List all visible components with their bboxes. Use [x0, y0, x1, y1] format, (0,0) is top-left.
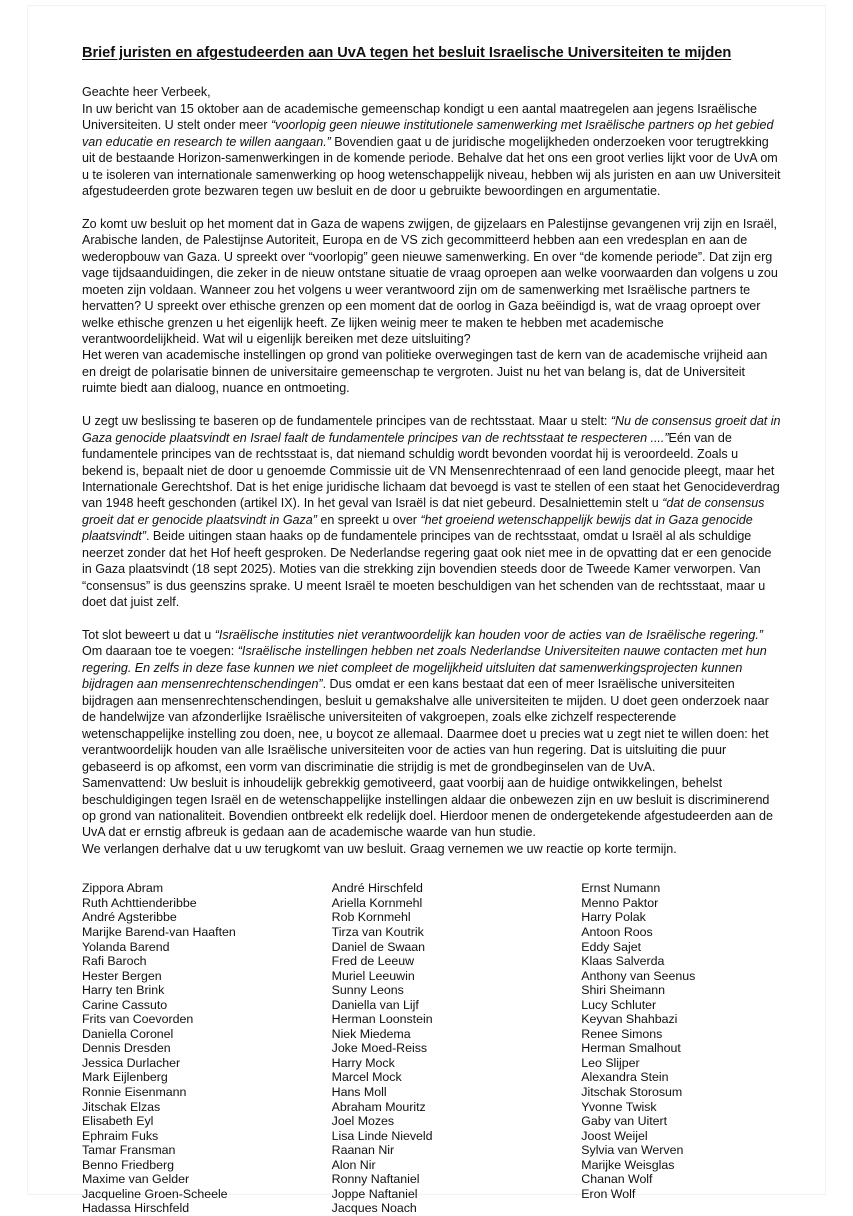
signatory-name: Renee Simons [581, 1026, 663, 1041]
signatory-name: Ruth Achttienderibbe [82, 895, 197, 910]
paragraph [82, 216, 781, 348]
signatory-name: Herman Loonstein [331, 1012, 433, 1027]
signatory-name: Niek Miedema [331, 1026, 411, 1041]
signatory-name: Harry Mock [331, 1055, 395, 1070]
text-run: Om daaraan toe te voegen: [82, 644, 238, 659]
signatory-column-3 [581, 881, 781, 1201]
signatory-name: Jacqueline Groen-Scheele [82, 1186, 228, 1201]
paragraph-spacer [82, 397, 781, 413]
page-title: Brief juristen en afgestudeerden aan UvA tegen het besluit Israelische Universiteiten te mijden [82, 45, 732, 61]
signatory-name: Jitschak Storosum [581, 1085, 683, 1099]
signatories-block [82, 881, 781, 1216]
signatory-name: Jessica Durlacher [82, 1055, 181, 1070]
text-run: We verlangen derhalve dat u uw terugkomt van uw besluit. Graag vernemen we uw reactie op korte termijn. [82, 841, 677, 856]
signatory-name: Ariella Kornmehl [331, 895, 423, 910]
text-run: . Beide uitingen staan haaks op de fundamentele principes van de rechtsstaat, omdat u Israël al als schuldige neerzet zonder dat het Hof heeft gesproken. De Nederlandse regering gaat ook niet mee in de opvatting dat er een genocide in Gaza plaatsvindt (18 sept 2025). Moties van die strekking zijn bovendien steeds door de Tweede Kamer verworpen. Van “consensus” is dus geenszins sprake. U meent Israël te moeten beschuldigen van het schenden van de rechtsstaat, maar u doet dat juist zelf. [82, 529, 772, 610]
signatory-name: Ronny Naftaniel [331, 1172, 420, 1187]
signatory-name: Sylvia van Werven [581, 1143, 684, 1158]
paragraph [82, 775, 781, 841]
signatory-column-2 [332, 881, 582, 1216]
signatory-name: Ernst Numann [581, 881, 661, 896]
signatory-name: Dennis Dresden [82, 1041, 171, 1056]
signatory-name: Joel Mozes [331, 1114, 395, 1129]
paragraph-list [82, 101, 781, 858]
signatory-name: Jacques Noach [331, 1201, 417, 1216]
signatory-name: Klaas Salverda [581, 954, 665, 969]
paragraph [82, 413, 781, 610]
text-run: Eén van de fundamentele principes van de rechtsstaat is, dat niemand schuldig wordt bevonden voordat hij is veroordeeld. Zoals u bekend is, bepaalt niet de door u genoemde Commissie uit de VN Mensenrechtenraad of een land genocide pleegt, maar het Internationale Gerechtshof. Dat is het enige juridische lichaam dat bevoegd is vast te stellen of een staat het Genocideverdrag van 1948 heeft geschonden (artikel IX). In het geval van Israël is dat niet gebeurd. Desalniettemin stelt u [82, 430, 780, 511]
quoted-text: “het groeiend wetenschappelijk bewijs dat in Gaza genocide plaatsvindt” [82, 512, 753, 544]
signatory-name: Menno Paktor [581, 895, 659, 910]
signatory-name: Fred de Leeuw [331, 954, 415, 969]
signatory-name: Keyvan Shahbazi [581, 1012, 678, 1027]
paragraph [82, 101, 781, 200]
letter-body [82, 84, 781, 857]
signatory-name: Alexandra Stein [581, 1070, 669, 1085]
paragraph [82, 841, 781, 857]
signatory-name: Abraham Mouritz [331, 1099, 426, 1114]
text-run: en spreekt u over [316, 512, 421, 527]
signatory-name: Muriel Leeuwin [331, 968, 415, 983]
signatory-name: Joke Moed-Reiss [331, 1041, 428, 1056]
signatory-name: Raanan Nir [331, 1143, 395, 1158]
signatory-name: Leo Slijper [581, 1055, 640, 1070]
signatory-name: Shiri Sheimann [581, 983, 666, 998]
signatory-name: Joppe Naftaniel [331, 1186, 418, 1201]
signatory-name: Anthony van Seenus [581, 968, 696, 983]
signatory-name: Marcel Mock [331, 1070, 402, 1085]
signatory-name: Hester Bergen [82, 968, 162, 983]
signatory-name: Daniella van Lijf [331, 997, 419, 1012]
signatory-name: Alon Nir [331, 1157, 376, 1172]
signatory-name: Zippora Abram [82, 881, 164, 896]
signatory-name: Ronnie Eisenmann [82, 1085, 187, 1099]
signatory-name: Frits van Coevorden [82, 1012, 194, 1027]
signatory-name: Carine Cassuto [82, 997, 168, 1012]
signatory-name: Daniella Coronel [82, 1026, 174, 1041]
signatory-name: Yvonne Twisk [581, 1099, 657, 1114]
paragraph-spacer [82, 199, 781, 215]
salutation: Geachte heer Verbeek, [82, 85, 211, 100]
text-run: Samenvattend: Uw besluit is inhoudelijk gebrekkig gemotiveerd, gaat voorbij aan de huidige ontwikkelingen, behelst beschuldigingen tegen Israël en de wetenschappelijke instellingen aldaar die onbewezen zijn en uw besluit is discriminerend op grond van nationaliteit. Bovendien ontbreekt elk redelijk doel. Hierdoor menen de ondergetekende afgestudeerden aan de UvA dat er ernstig afbreuk is gedaan aan de academische waarde van hun studie. [82, 776, 773, 840]
signatory-name: Mark Eijlenberg [82, 1070, 168, 1085]
quoted-text: “Nu de consensus groeit dat in Gaza genocide plaatsvindt en Israel faalt de fundamentele principes van de rechtsstaat te respecteren ....” [82, 414, 781, 445]
signatory-column-1 [82, 881, 332, 1216]
text-run: U zegt uw beslissing te baseren op de fundamentele principes van de rechtsstaat. Maar u stelt: [82, 414, 611, 429]
signatory-name: Lisa Linde Nieveld [331, 1128, 433, 1143]
text-run: . Dus omdat er een kans bestaat dat een of meer Israëlische universiteiten bijdragen aan mensenrechtenschendingen, besluit u gemakshalve alle universiteiten te mijden. U doet geen onderzoek naar de handelwijze van afzonderlijke Israëlische universiteiten of vakgroepen, zoals elke zichzelf respecterende wetenschappelijke instelling zou doen, nee, u boycot ze allemaal. Daarmee doet u precies wat u zegt niet te willen doen: het verantwoordelijk houden van alle Israëlische universiteiten voor de acties van hun regering. Dat is uitsluiting die puur gebaseerd is op afkomst, een vorm van discriminatie die strijdig is met de grondbeginselen van de UvA. [82, 677, 769, 774]
signatory-name: Benno Friedberg [82, 1157, 175, 1172]
signatory-name: Ephraim Fuks [82, 1128, 159, 1143]
signatory-name: Antoon Roos [581, 924, 653, 939]
quoted-text: “dat de consensus groeit dat er genocide plaatsvindt in Gaza” [82, 496, 765, 527]
signatory-name: Harry Polak [581, 910, 646, 925]
signatory-name: Eddy Sajet [581, 939, 642, 954]
signatory-name: Yolanda Barend [82, 939, 170, 954]
signatory-name: Joost Weijel [581, 1128, 648, 1143]
signatory-name: Rafi Baroch [82, 954, 147, 969]
text-run: Het weren van academische instellingen op grond van politieke overwegingen tast de kern van de academische vrijheid aan en dreigt de polarisatie binnen de universitaire gemeenschap te vergroten. Juist nu het van belang is, dat de Universiteit ruimte biedt aan dialoog, nuance en ontmoeting. [82, 348, 768, 396]
paragraph [82, 627, 781, 775]
signatory-name: Marijke Weisglas [581, 1157, 675, 1172]
signatory-name: Rob Kornmehl [331, 910, 411, 925]
signatory-name: Jitschak Elzas [82, 1099, 161, 1114]
signatory-name: Daniel de Swaan [331, 939, 426, 954]
text-run: Tot slot beweert u dat u [82, 628, 215, 642]
quoted-text: “voorlopig geen nieuwe institutionele samenwerking met Israëlische partners op het gebied van educatie en research te willen aangaan.” [82, 118, 774, 149]
signatory-name: André Agsteribbe [82, 910, 177, 925]
signatory-name: Maxime van Gelder [82, 1172, 190, 1187]
signatory-name: Eron Wolf [581, 1186, 636, 1201]
signatory-name: Harry ten Brink [82, 983, 165, 998]
text-run: In uw bericht van 15 oktober aan de academische gemeenschap kondigt u een aantal maatregelen aan jegens Israëlische Universiteiten. U stelt onder meer [82, 101, 757, 133]
paragraph [82, 347, 781, 396]
quoted-text: “Israëlische instellingen hebben net zoals Nederlandse Universiteiten nauwe contacten met hun regering. En zelfs in deze fase kunnen we niet compleet de mogelijkheid uitsluiten dat samenwerkingsprojecten kunnen bijdragen aan mensenrechtenschendingen” [82, 644, 767, 692]
text-run: Bovendien gaat u de juridische mogelijkheden onderzoeken voor terugtrekking uit de bestaande Horizon-samenwerkingen in de komende periode. Behalve dat het ons een groot verlies lijkt voor de UvA om u te isoleren van internationale samenwerking op hoog wetenschappelijk niveau, hebben wij als juristen en aan uw Universiteit afgestudeerden grote bezwaren tegen uw besluit en de door u gebruikte bewoordingen en argumentatie. [82, 134, 781, 198]
document-sheet [28, 6, 825, 1216]
paragraph-spacer [82, 611, 781, 627]
quoted-text: “Israëlische instituties niet verantwoordelijk kan houden voor de acties van de Israëlische regering.” [214, 628, 763, 642]
signatory-name: Tirza van Koutrik [331, 924, 424, 939]
text-run: Zo komt uw besluit op het moment dat in Gaza de wapens zwijgen, de gijzelaars en Palestijnse gevangenen vrij zijn en Israël, Arabische landen, de Palestijnse Autoriteit, Europa en de VS zich gecommitteerd hebben aan een vredesplan en aan de wederopbouw van Gaza. U spreekt over “voorlopig” geen nieuwe samenwerking. En over “de komende periode”. Dat zijn erg vage tijdsaanduidingen, die zeker in de nieuw ontstane situatie de vraag oproepen aan welke voorwaarden dan volgens u zou moeten zijn voldaan. Wanneer zou het volgens u weer verantwoord zijn om de samenwerking met Israëlische partners te hervatten? U spreekt over ethische grenzen op een moment dat de oorlog in Gaza beëindigd is, wat de vraag oproept over welke ethische grenzen u het eigenlijk heeft. Ze lijken weinig meer te maken te hebben met academische verantwoordelijkheid. Wat wil u eigenlijk bereiken met deze uitsluiting? [82, 216, 778, 346]
signatory-name: André Hirschfeld [331, 881, 423, 896]
signatory-name: Herman Smalhout [581, 1041, 681, 1056]
signatory-name: Elisabeth Eyl [82, 1114, 154, 1129]
signatory-name: Chanan Wolf [581, 1172, 653, 1187]
signatory-name: Hans Moll [331, 1085, 387, 1099]
signatory-name: Lucy Schluter [581, 997, 657, 1012]
signatory-name: Sunny Leons [331, 983, 404, 998]
signatory-name: Hadassa Hirschfeld [82, 1201, 190, 1216]
signatory-name: Tamar Fransman [82, 1143, 176, 1158]
signatory-name: Gaby van Uitert [581, 1114, 668, 1129]
signatory-name: Marijke Barend-van Haaften [82, 924, 236, 939]
